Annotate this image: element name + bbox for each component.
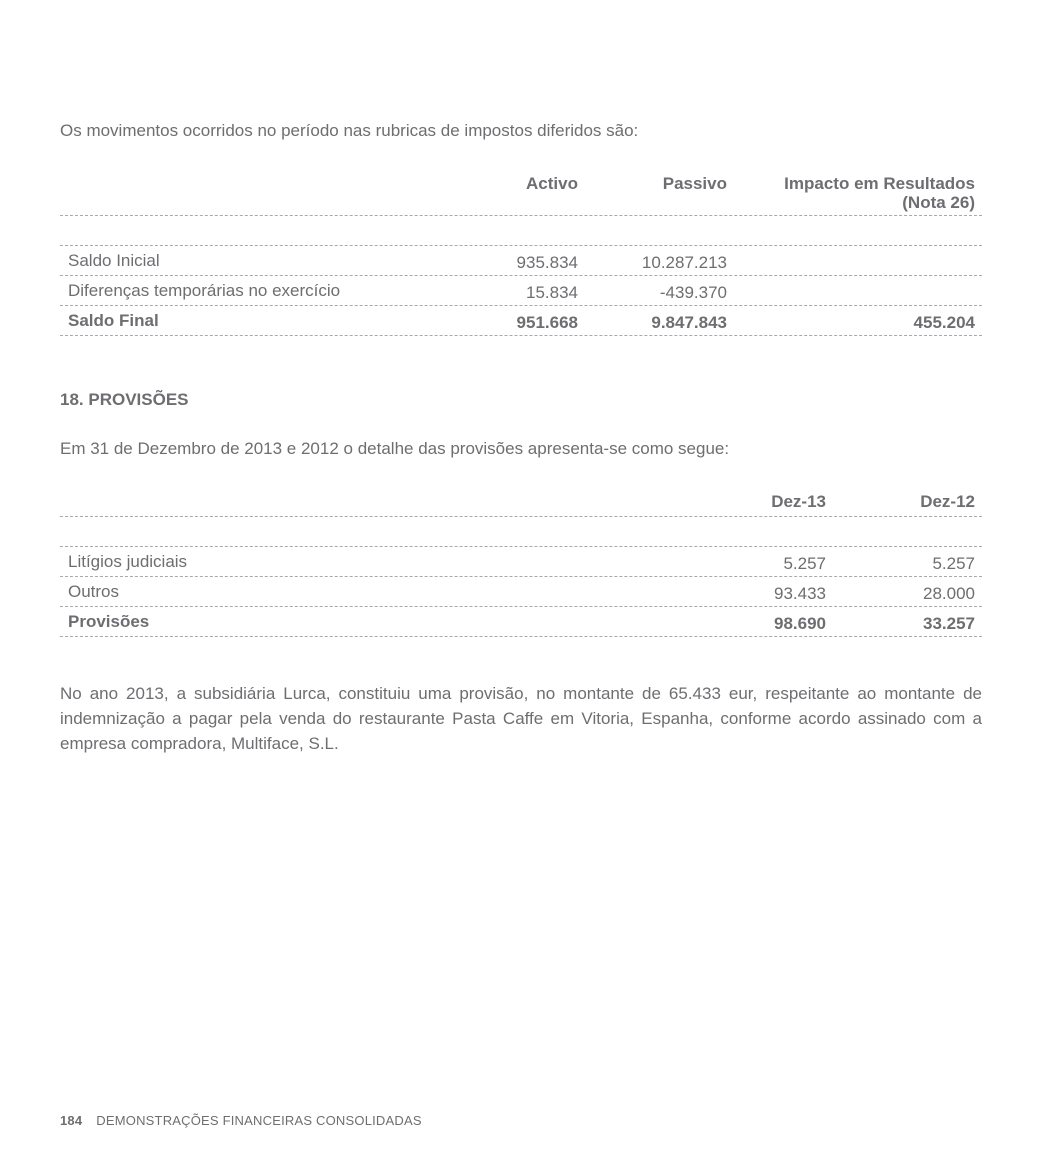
provisions-intro: Em 31 de Dezembro de 2013 e 2012 o detalhe das provisões apresenta-se como segue:	[60, 439, 730, 458]
page-footer	[60, 1112, 422, 1130]
row-passivo: -439.370	[659, 283, 727, 302]
table-header-row	[60, 170, 982, 216]
row-impacto: 455.204	[913, 313, 975, 332]
table-row	[60, 577, 982, 607]
page-number: 184	[60, 1113, 83, 1128]
row-dez12: 33.257	[923, 614, 975, 633]
footer-section: DEMONSTRAÇÕES FINANCEIRAS CONSOLIDADAS	[96, 1113, 422, 1128]
row-activo: 935.834	[516, 253, 578, 272]
table-spacer-row	[60, 216, 982, 246]
document-page	[60, 0, 982, 1164]
deferred-taxes-intro: Os movimentos ocorridos no período nas rubricas de impostos diferidos são:	[60, 121, 639, 140]
row-dez13: 98.690	[774, 614, 826, 633]
deferred-taxes-table	[60, 170, 982, 336]
table-row	[60, 246, 982, 276]
row-activo: 951.668	[516, 313, 578, 332]
row-label: Saldo Final	[68, 311, 159, 330]
row-activo: 15.834	[526, 283, 578, 302]
header-impacto-line1: Impacto em Resultados	[784, 174, 975, 193]
header-dez12: Dez-12	[920, 492, 975, 511]
row-passivo: 9.847.843	[651, 313, 727, 332]
row-label: Outros	[68, 582, 120, 601]
row-label: Saldo Inicial	[68, 251, 160, 270]
row-dez13: 5.257	[783, 554, 826, 573]
provisions-table	[60, 488, 982, 637]
section-title: 18. PROVISÕES	[60, 390, 189, 409]
row-label: Litígios judiciais	[68, 552, 188, 571]
provisions-paragraph: No ano 2013, a subsidiária Lurca, constituiu uma provisão, no montante de 65.433 eur, respeitante ao montante de indemnização a pagar pela venda do restaurante Pasta Caffe em Vitoria, Espanha, conforme acordo assinado com a empresa compradora, Multiface, S.L.	[60, 684, 982, 753]
table-row	[60, 547, 982, 577]
table-header-row	[60, 488, 982, 517]
row-passivo: 10.287.213	[641, 253, 727, 272]
table-spacer-row	[60, 517, 982, 547]
row-label: Provisões	[68, 612, 150, 631]
row-dez12: 28.000	[923, 584, 975, 603]
row-label: Diferenças temporárias no exercício	[68, 281, 341, 300]
table-row	[60, 276, 982, 306]
row-dez13: 93.433	[774, 584, 826, 603]
header-impacto-line2: (Nota 26)	[902, 193, 975, 212]
table-total-row	[60, 306, 982, 336]
header-dez13: Dez-13	[771, 492, 826, 511]
table-total-row	[60, 607, 982, 637]
row-dez12: 5.257	[932, 554, 975, 573]
header-passivo: Passivo	[662, 174, 727, 193]
header-activo: Activo	[526, 174, 578, 193]
